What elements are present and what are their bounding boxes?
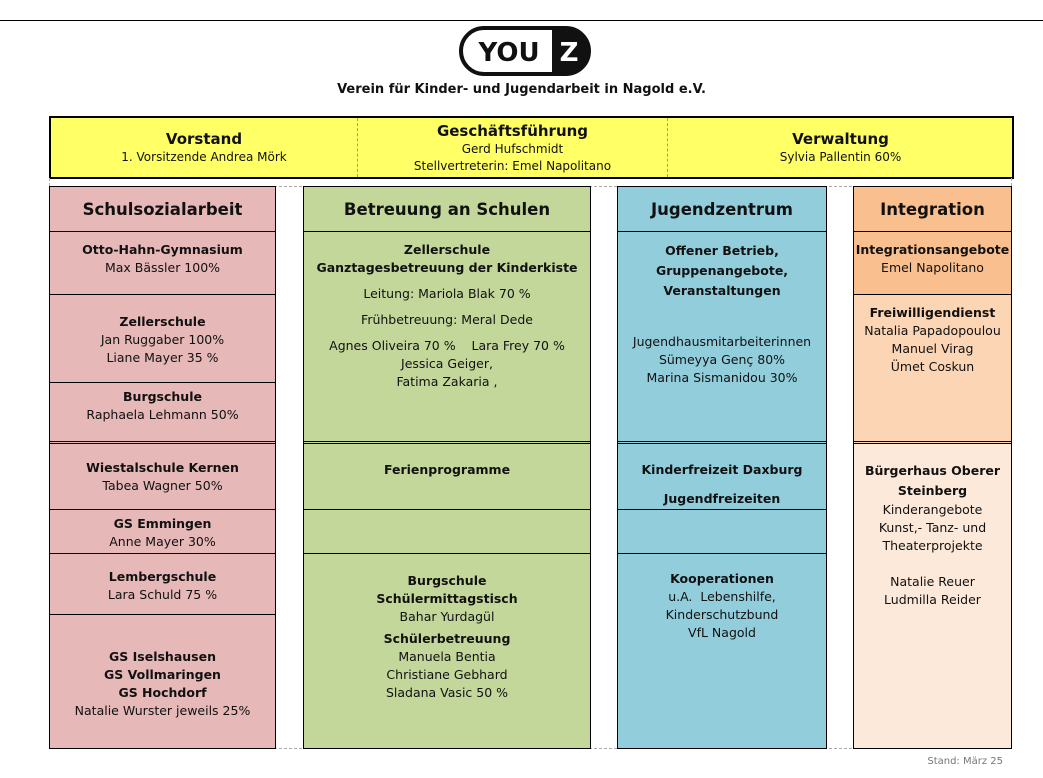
unit-staff: Manuel Virag <box>891 341 974 356</box>
unit-staff: Kunst,- Tanz- und <box>878 520 987 535</box>
unit-cell <box>50 554 275 615</box>
unit-title: Bürgerhaus Oberer <box>864 463 1001 478</box>
column-jugendzentrum <box>617 186 827 749</box>
unit-cell <box>50 383 275 444</box>
gf-line1: Gerd Hufschmidt <box>461 141 564 156</box>
unit-cell <box>50 444 275 510</box>
unit-staff: Max Bässler 100% <box>104 260 221 275</box>
unit-staff: Liane Mayer 35 % <box>106 350 219 365</box>
vorstand-line: 1. Vorsitzende Andrea Mörk <box>121 150 287 164</box>
unit-staff: Kinderschutzbund <box>665 607 779 622</box>
unit-staff: Natalie Wurster jeweils 25% <box>74 703 251 718</box>
column-header: Schulsozialarbeit <box>50 187 275 232</box>
unit-cell <box>304 554 590 747</box>
column-header: Integration <box>854 187 1011 232</box>
unit-title: Ganztagesbetreuung der Kinderkiste <box>316 260 578 275</box>
unit-cell <box>304 444 590 510</box>
unit-staff: Ludmilla Reider <box>884 592 981 607</box>
unit-staff: Manuela Bentia <box>398 649 496 664</box>
unit-title: Veranstaltungen <box>663 283 781 298</box>
unit-title: Integrationsangebote <box>855 242 1010 257</box>
unit-cell <box>618 444 826 510</box>
unit-title: Kinderfreizeit Daxburg <box>641 462 803 477</box>
unit-title: Gruppenangebote, <box>655 263 789 278</box>
empty-cell <box>618 510 826 554</box>
unit-staff: Jan Ruggaber 100% <box>100 332 225 347</box>
unit-staff: Bahar Yurdagül <box>399 609 495 624</box>
unit-title: Jugendfreizeiten <box>663 491 781 506</box>
empty-cell <box>304 510 590 554</box>
unit-title: Steinberg <box>897 483 968 498</box>
verwaltung-title: Verwaltung <box>792 130 889 148</box>
verwaltung-cell <box>667 118 1013 177</box>
unit-staff: Marina Sismanidou 30% <box>646 370 798 385</box>
unit-staff: Raphaela Lehmann 50% <box>86 407 239 422</box>
unit-cell <box>304 232 590 444</box>
unit-staff: Sümeyya Genç 80% <box>658 352 786 367</box>
vorstand-title: Vorstand <box>165 130 243 148</box>
youz-logo <box>459 26 591 76</box>
vorstand-cell <box>51 118 357 177</box>
unit-title: Zellerschule <box>403 242 491 257</box>
org-subtitle: Verein für Kinder- und Jugendarbeit in Nagold e.V. <box>337 82 706 97</box>
top-rule <box>0 20 1043 21</box>
unit-staff: Tabea Wagner 50% <box>102 478 223 493</box>
unit-staff: Emel Napolitano <box>881 260 984 275</box>
column-header: Jugendzentrum <box>618 187 826 232</box>
unit-title: Wiestalschule Kernen <box>86 460 239 475</box>
unit-cell <box>618 554 826 747</box>
logo-text-you: YOU <box>478 38 540 68</box>
unit-title: Burgschule <box>123 389 202 404</box>
unit-cell <box>50 295 275 383</box>
unit-staff: Theaterprojekte <box>882 538 983 553</box>
unit-title: Kooperationen <box>670 571 774 586</box>
unit-cell <box>50 615 275 747</box>
unit-staff: Sladana Vasic 50 % <box>385 685 509 700</box>
leadership-box <box>49 116 1014 179</box>
unit-staff: Ümet Coskun <box>890 359 975 374</box>
unit-staff: Leitung: Mariola Blak 70 % <box>363 286 531 301</box>
unit-staff: Kinderangebote <box>882 502 983 517</box>
unit-cell <box>50 510 275 554</box>
unit-title: GS Hochdorf <box>118 685 207 700</box>
unit-staff: Christiane Gebhard <box>386 667 508 682</box>
column-schulsozialarbeit <box>49 186 276 749</box>
unit-cell <box>854 444 1011 747</box>
stand-date: Stand: März 25 <box>927 756 1003 767</box>
unit-cell <box>50 232 275 295</box>
unit-title: GS Iselshausen <box>109 649 216 664</box>
unit-staff: VfL Nagold <box>688 625 756 640</box>
gf-title: Geschäftsführung <box>436 121 589 140</box>
column-betreuung <box>303 186 591 749</box>
unit-staff: Fatima Zakaria , <box>396 374 498 389</box>
guide-line <box>49 178 50 186</box>
verwaltung-line: Sylvia Pallentin 60% <box>779 150 902 164</box>
unit-title: GS Vollmaringen <box>104 667 221 682</box>
unit-title: Lembergschule <box>108 569 217 584</box>
unit-staff: Natalia Papadopoulou <box>864 323 1001 338</box>
unit-cell <box>854 295 1011 444</box>
unit-title: Otto-Hahn-Gymnasium <box>82 242 243 257</box>
unit-staff: Agnes Oliveira 70 % Lara Frey 70 % <box>329 338 565 353</box>
unit-staff: Lara Schuld 75 % <box>107 587 218 602</box>
column-integration <box>853 186 1012 749</box>
unit-staff: Natalie Reuer <box>890 574 975 589</box>
gf-cell <box>357 118 667 177</box>
unit-title: Zellerschule <box>119 314 206 329</box>
unit-staff: Jessica Geiger, <box>401 356 493 371</box>
unit-title: Offener Betrieb, <box>665 243 779 258</box>
unit-cell <box>618 232 826 444</box>
unit-staff: Frühbetreuung: Meral Dede <box>361 312 533 327</box>
unit-cell <box>854 232 1011 295</box>
unit-title: Burgschule <box>407 573 487 588</box>
unit-title: Ferienprogramme <box>383 462 511 477</box>
column-header: Betreuung an Schulen <box>304 187 590 232</box>
unit-title: Schülermittagstisch <box>376 591 518 606</box>
logo-text-z: Z <box>559 38 579 68</box>
unit-title: Freiwilligendienst <box>869 305 996 320</box>
unit-staff: Jugendhausmitarbeiterinnen <box>632 334 812 349</box>
unit-staff: u.A. Lebenshilfe, <box>668 589 776 604</box>
guide-line <box>1011 178 1012 186</box>
unit-staff: Anne Mayer 30% <box>109 534 216 549</box>
unit-title: GS Emmingen <box>113 516 212 531</box>
gf-line2: Stellvertreterin: Emel Napolitano <box>413 158 612 173</box>
unit-title: Schülerbetreuung <box>383 631 511 646</box>
